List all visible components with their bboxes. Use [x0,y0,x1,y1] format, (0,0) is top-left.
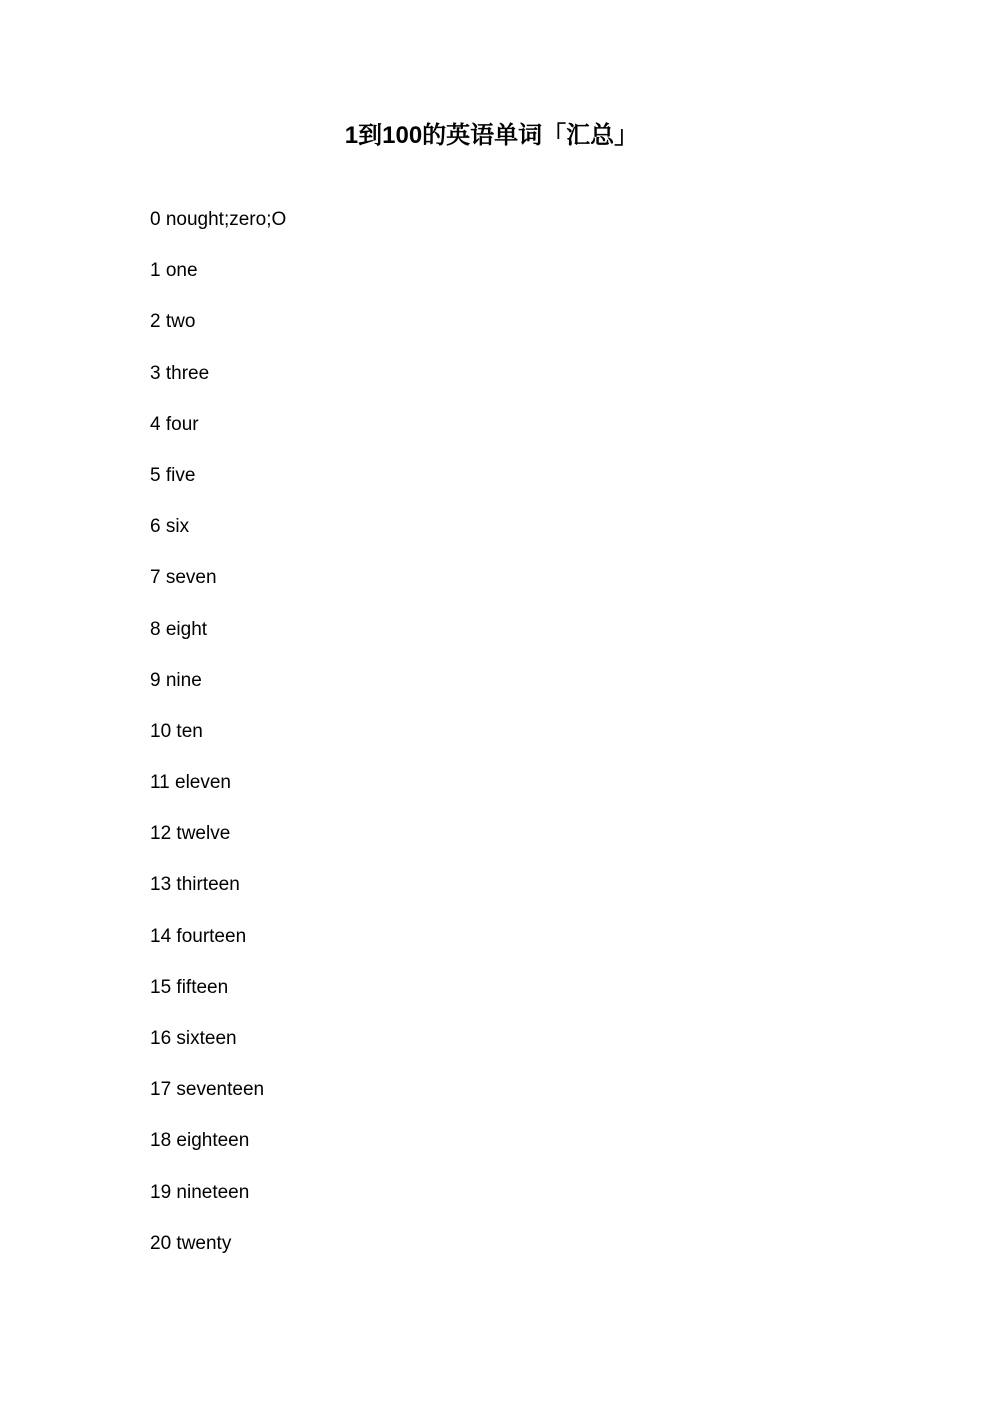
list-item: 9 nine [150,669,202,691]
page-title: 1到100的英语单词「汇总」 [344,122,639,149]
list-item: 14 fourteen [150,925,247,947]
list-item: 2 two [150,311,196,333]
list-item: 15 fifteen [150,976,229,998]
list-item: 16 sixteen [150,1028,237,1049]
list-item: 1 one [150,260,198,282]
list-item: 12 twelve [150,823,231,845]
list-item: 3 three [150,362,210,384]
list-item: 5 five [150,464,196,486]
list-item: 0 nought;zero;O [150,209,287,230]
number-word-list [150,205,286,1280]
list-item: 6 six [150,516,190,538]
list-item: 4 four [150,413,199,435]
list-item: 10 ten [150,720,203,742]
list-item: 11 eleven [150,772,231,794]
list-item: 18 eighteen [150,1130,250,1152]
list-item: 7 seven [150,567,217,589]
list-item: 8 eight [150,618,208,640]
list-item: 13 thirteen [150,874,240,896]
list-item: 20 twenty [150,1232,232,1254]
list-item: 19 nineteen [150,1181,250,1203]
list-item: 17 seventeen [150,1079,265,1101]
